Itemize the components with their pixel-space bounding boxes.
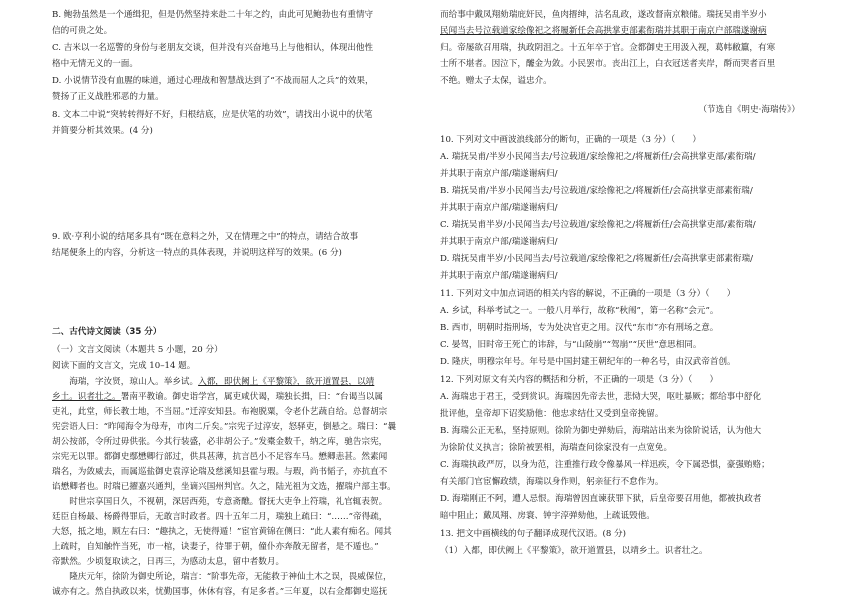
underlined-sentence: 乡土。识者壮之。 bbox=[52, 392, 121, 402]
q10-option-d-line1: D. 瑞抚吴甫半岁/小民闻当去/号泣载道/家绘像祀之/将履新任/会高拱掌吏部素衔瑞/ bbox=[440, 254, 754, 264]
q8-line2: 并简要分析其效果。(4 分) bbox=[52, 126, 153, 136]
q12-option-b-line1: B. 海瑞公正无私，坚持原则。徐阶为御史弹劾后，海瑞站出来为徐阶说话，认为他大 bbox=[440, 426, 762, 436]
passage-line: 胡公按部，令所过毋供张。今其行装盛，必非胡公子。”发橐金数千，纳之库，驰告宗宪， bbox=[52, 437, 388, 447]
q7-option-c-line1: C. 吉米以一名巡警的身份与老朋友交谈，但并没有兴奋地马上与他相认，体现出他性 bbox=[52, 43, 374, 53]
underlined-sentence: 入都，即伏阙上《平黎策》，欲开道置县，以靖 bbox=[198, 377, 375, 387]
q13-item-1: （1）入都，即伏阙上《平黎策》，欲开道置县，以靖乡土。识者壮之。 bbox=[440, 546, 708, 556]
passage-line: 谄懋卿者也。时瑞已擢嘉兴通判，坐谪兴国州判官。久之，陆光祖为文选，擢瑞户部主事。 bbox=[52, 482, 396, 492]
passage-line: 上疏时，自知触忤当死，市一棺，诀妻子，待罪于朝，僮仆亦奔散无留者，是不遁也。” bbox=[52, 542, 379, 552]
q7-option-b-line2: 信的可贵之处。 bbox=[52, 26, 113, 36]
passage-line: 帝默然。少顷复取读之，日再三，为感动太息，留中者数月。 bbox=[52, 557, 285, 567]
passage-line: 大怒，抵之地，顾左右曰：“趣执之，无使得遁！”宦官黄锦在侧曰：“此人素有痴名。闻其 bbox=[52, 527, 392, 537]
q10-option-c-line1: C. 瑞抚吴甫半岁/小民闻当去/号泣载道/家绘像祀之/将履新任/会高拱掌吏部/素衔瑞/ bbox=[440, 220, 756, 230]
q10-option-d-line2: 并其职于南京户部/瑞遂谢病归/ bbox=[440, 271, 558, 281]
q7-option-d-line1: D. 小说情节没有血腥的味道，通过心理战和智慧战达到了“不战而屈人之兵”的效果， bbox=[52, 76, 374, 86]
q10-option-a-line2: 并其职于南京户部/瑞遂谢病归/ bbox=[440, 169, 558, 179]
section-title: 二、古代诗文阅读（35 分） bbox=[52, 327, 162, 337]
subsection-title: （一）文言文阅读（本题共 5 小题，20 分） bbox=[52, 345, 223, 355]
passage-source: （节选自《明史·海瑞传》） bbox=[698, 105, 800, 115]
q10-stem: 10. 下列对文中画波浪线部分的断句，正确的一项是（3 分）（ ） bbox=[440, 135, 701, 145]
q7-option-d-line2: 赞扬了正义战胜邪恶的力量。 bbox=[52, 92, 164, 102]
q9-line2: 结尾便条上的内容，分析这一特点的具体表现，并说明这样写的效果。(6 分) bbox=[52, 248, 342, 258]
q13-stem: 13. 把文中画横线的句子翻译成现代汉语。(8 分) bbox=[440, 529, 626, 539]
passage-line: 廷臣自杨最、杨爵得罪后，无敢言时政者。四十五年二月，瑞独上疏曰：“……”帝得疏， bbox=[52, 512, 388, 522]
q12-stem: 12. 下列对原文有关内容的概括和分析，不正确的一项是（3 分）（ ） bbox=[440, 375, 719, 385]
q12-option-c-line1: C. 海瑞执政严厉，以身为范，注重推行政令像暴风一样迅疾，令下属恐惧，豪强贿赂； bbox=[440, 460, 770, 470]
passage-line: 隆庆元年，徐阶为御史所论，瑞言：“阶事先帝，无能救于神仙土木之误，畏威保位， bbox=[52, 572, 392, 582]
passage-cont-line: 归。帝屡欲召用瑞，执政阴沮之。十五年卒于官。佥都御史王用汲入视，葛帏敝籝，有寒 bbox=[440, 43, 776, 53]
q8-line1: 8. 文本二中说“突转转得好不好，归根结底，应是伏笔的功效”，请找出小说中的伏笔 bbox=[52, 110, 373, 120]
q10-option-b-line2: 并其职于南京户部/瑞遂谢病归/ bbox=[440, 203, 558, 213]
q9-line1: 9. 欧·亨利小说的结尾多具有“既在意料之外，又在情理之中”的特点，请结合故事 bbox=[52, 232, 359, 242]
passage-cont-line: 民闻当去号泣载道家绘像祀之将履新任会高拱掌吏部素衔瑞并其职于南京户部瑞遂谢病 bbox=[440, 26, 767, 36]
q12-option-c-line2: 有关部门官宦懈政绩，海瑞以身作则，躬亲征行不怠作为。 bbox=[440, 477, 664, 487]
q11-option-c: C. 晏驾，旧时帝王死亡的讳辞，与“山陵崩”“驾崩”“厌世”意思相同。 bbox=[440, 340, 702, 350]
q11-option-d: D. 隆庆，明穆宗年号。年号是中国封建王朝纪年的一种名号，由汉武帝首创。 bbox=[440, 357, 736, 367]
q12-option-d-line1: D. 海瑞刚正不阿，遭人忌恨。海瑞曾因直谏获罪下狱，后皇帝要召用他，都被执政者 bbox=[440, 494, 762, 504]
passage-cont-line: 士所不堪者。因泣下，醵金为敛。小民罢市。丧出江上，白衣冠送者夹岸，酹而哭者百里 bbox=[440, 59, 776, 69]
q11-option-b: B. 西市，明朝时指刑场，专为处决官吏之用。汉代“东市”亦有刑场之意。 bbox=[440, 323, 719, 333]
q7-option-c-line2: 格中无情无义的一面。 bbox=[52, 59, 138, 69]
q12-option-d-line2: 暗中阻止；戴凤翔、房寰、钟宇淳弹劾他，上疏诋毁他。 bbox=[440, 511, 655, 521]
passage-line: 瑞名，为敛威去，而属巡盐御史袁淳论瑞及慈溪知县霍与瑕。与瑕，尚书韬子，亦抗直不 bbox=[52, 467, 388, 477]
q12-option-b-line2: 为徐阶仗义执言；徐阶被罢相，海瑞查问徐家没有一点宽免。 bbox=[440, 443, 673, 453]
passage-cont-line: 不绝。赠太子太保，谥忠介。 bbox=[440, 76, 552, 86]
q12-option-a-line2: 批评他，皇帝却下诏奖励他：他忠求结仕又受到皇帝挽留。 bbox=[440, 409, 664, 419]
q10-option-a-line1: A. 瑞抚吴甫/半岁小民闻当去/号泣载道/家绘像祀之/将履新任/会高拱掌吏部/素衔瑞/ bbox=[440, 152, 756, 162]
q11-stem: 11. 下列对文中加点词语的相关内容的解说，不正确的一项是（3 分）（ ） bbox=[440, 289, 736, 299]
passage-line: 诚亦有之。然自执政以来，忧勤国事，休休有容，有足多者。”三年夏，以右佥都御史巡抚 bbox=[52, 587, 388, 597]
q11-option-a: A. 乡试，科举考试之一。一般八月举行，故称“秋闱”，第一名称“会元”。 bbox=[440, 306, 719, 316]
reading-instruction: 阅读下面的文言文，完成 10–14 题。 bbox=[52, 361, 196, 371]
passage-cont-line: 而给事中戴凤翔劾瑞庇奸民，鱼肉搢绅，沽名乱政，遂改督南京粮储。瑞抚吴甫半岁小 bbox=[440, 10, 767, 20]
q10-option-b-line1: B. 瑞抚吴甫/半岁小民闻当去/号泣载道/家绘像祀之/将履新任/会高拱掌吏部素衔瑞/ bbox=[440, 186, 753, 196]
passage-line: 宗宪无以罪。都御史鄢懋卿行部过，供具甚薄，抗言邑小不足容车马。懋卿恚甚。然素闻 bbox=[52, 452, 388, 462]
passage-line: 宪尝语人曰：“昨闻海令为母寿，市肉二斤矣。”宗宪子过淳安，怒驿吏，倒悬之。瑞曰：“曩 bbox=[52, 422, 397, 432]
passage-line: 海瑞，字汝贤，琼山人。举乡试。入都，即伏阙上《平黎策》，欲开道置县，以靖 bbox=[52, 377, 375, 387]
passage-line: 吏礼，此堂，师长教士地，不当屈。”迁淳安知县。布袍脱粟，令老仆艺蔬自给。总督胡宗 bbox=[52, 407, 388, 417]
passage-line: 乡土。识者壮之。署南平教谕。御史诣学宫，属吏咸伏谒，瑞独长揖，曰：“台谒当以属 bbox=[52, 392, 383, 402]
q10-option-c-line2: 并其职于南京户部/瑞遂谢病归/ bbox=[440, 237, 558, 247]
q7-option-b-line1: B. 鲍勃虽然是一个通缉犯，但是仍然坚持来赴二十年之约，由此可见鲍勃也有重情守 bbox=[52, 10, 374, 20]
q12-option-a-line1: A. 海瑞忠于君王，受到赏识。海瑞因先帝去世，悲恸大哭，呕吐暴厥；都给事中舒化 bbox=[440, 392, 762, 402]
passage-line: 时世宗享国日久，不视朝，深居西苑，专意斋醮。督抚大吏争上符瑞，礼官辄表贺。 bbox=[52, 497, 388, 507]
